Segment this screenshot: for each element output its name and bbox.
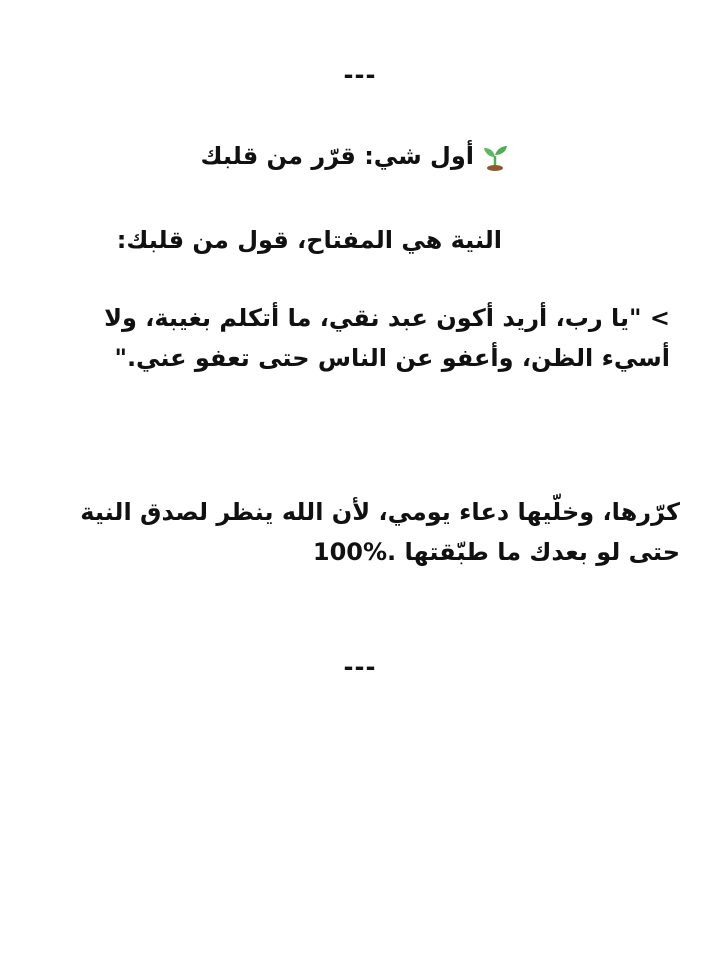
reminder-percent: 100%.	[312, 538, 397, 566]
intro-text: النية هي المفتاح، قول من قلبك:	[116, 226, 502, 254]
heading	[201, 136, 510, 176]
top-divider: ---	[343, 61, 377, 89]
heading-text: أول شي: قرّر من قلبك	[200, 142, 474, 170]
reminder-block	[30, 492, 680, 572]
quote-block	[30, 298, 670, 378]
seedling-icon	[480, 142, 510, 172]
quote-marker: >	[649, 304, 670, 332]
bottom-divider: ---	[343, 653, 377, 681]
reminder-text: كرّرها، وخلّيها دعاء يومي، لأن الله ينظر لصدق النية حتى لو بعدك ما طبّقتها	[80, 498, 680, 566]
quote-text: "يا رب، أريد أكون عبد نقي، ما أتكلم بغيبة، ولا أسيء الظن، وأعفو عن الناس حتى تعفو عني."	[104, 304, 670, 372]
